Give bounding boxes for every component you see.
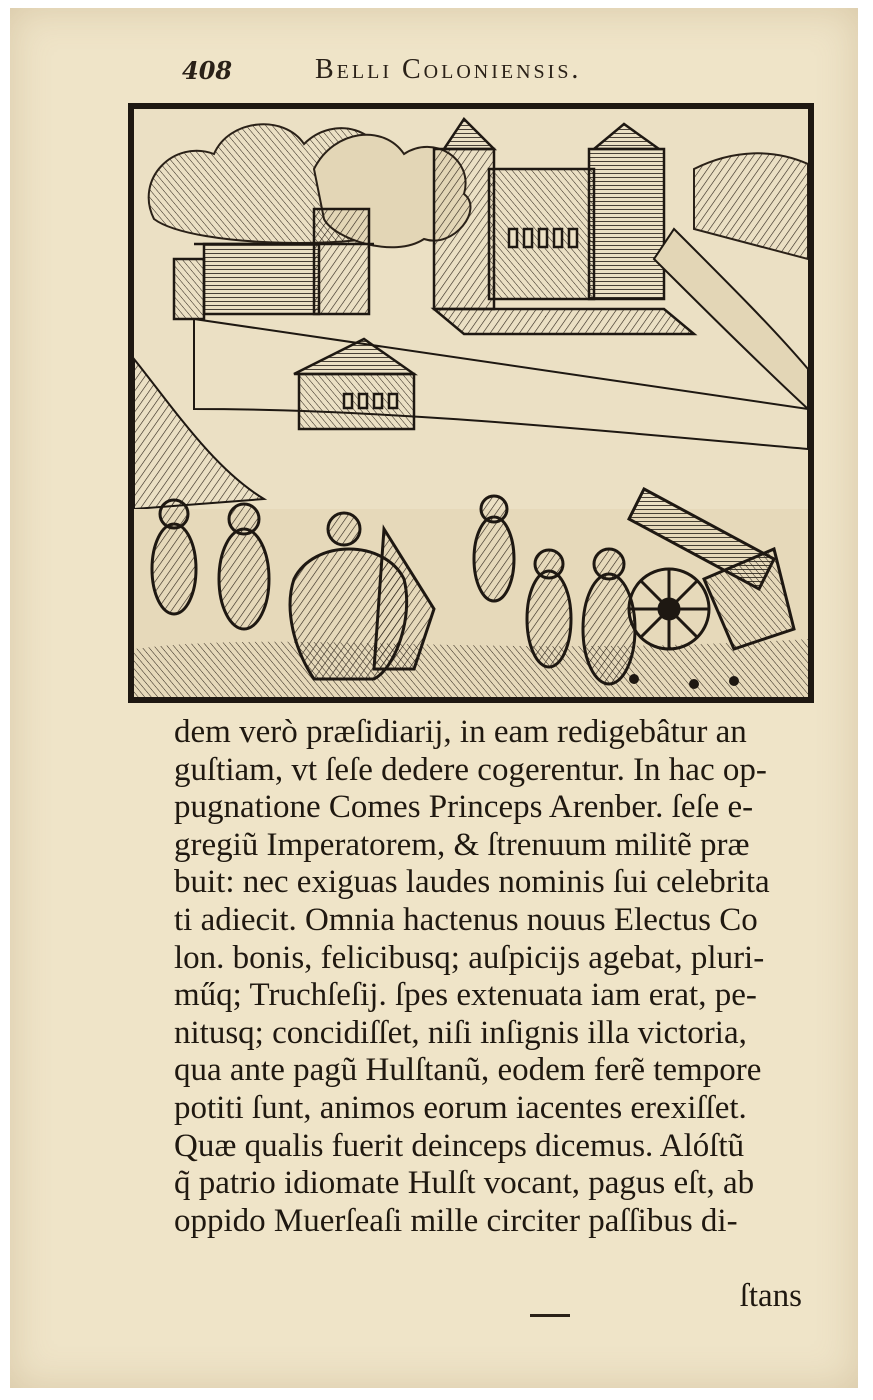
woodcut-siege-scene (134, 109, 808, 697)
text-line: guſtiam, vt ſeſe dedere cogerentur. In hac op- (174, 751, 767, 788)
text-line: dem verò præſidiarij, in eam redigebâtur an (174, 714, 747, 750)
text-line: nitusq; concidiſſet, niſi inſignis illa victoria, (174, 1014, 747, 1051)
body-text (174, 714, 834, 1240)
text-line: műq; Truchſeſij. ſpes extenuata iam erat, pe- (174, 977, 757, 1014)
text-line: q̃ patrio idiomate Hulſt vocant, pagus eſt, ab (174, 1165, 755, 1202)
running-head: Belli Coloniensis. (315, 54, 582, 85)
text-line: lon. bonis, felicibusq; auſpicijs agebat, pluri- (174, 939, 765, 976)
text-line: ti adiecit. Omnia hactenus nouus Electus Co (174, 901, 758, 938)
woodcut-illustration (128, 103, 814, 703)
page-sheet (10, 8, 858, 1388)
text-line: buit: nec exiguas laudes nominis ſui celebrita (174, 864, 770, 901)
page-number: 408 (182, 56, 233, 85)
catchword: ſtans (739, 1278, 802, 1314)
text-line: oppido Muerſeaſi mille circiter paſſibus di- (174, 1202, 738, 1239)
text-line: gregiũ Imperatorem, & ſtrenuum militẽ præ (174, 826, 750, 863)
text-line: Quæ qualis fuerit deinceps dicemus. Alóſtũ (174, 1127, 745, 1164)
page-header (10, 52, 858, 92)
text-line: potiti ſunt, animos eorum iacentes erexiſſet. (174, 1089, 747, 1126)
text-line: pugnatione Comes Princeps Arenber. ſeſe e- (174, 789, 754, 826)
text-line: qua ante pagũ Hulſtanũ, eodem ferẽ tempore (174, 1052, 762, 1089)
signature-dash (530, 1314, 570, 1317)
